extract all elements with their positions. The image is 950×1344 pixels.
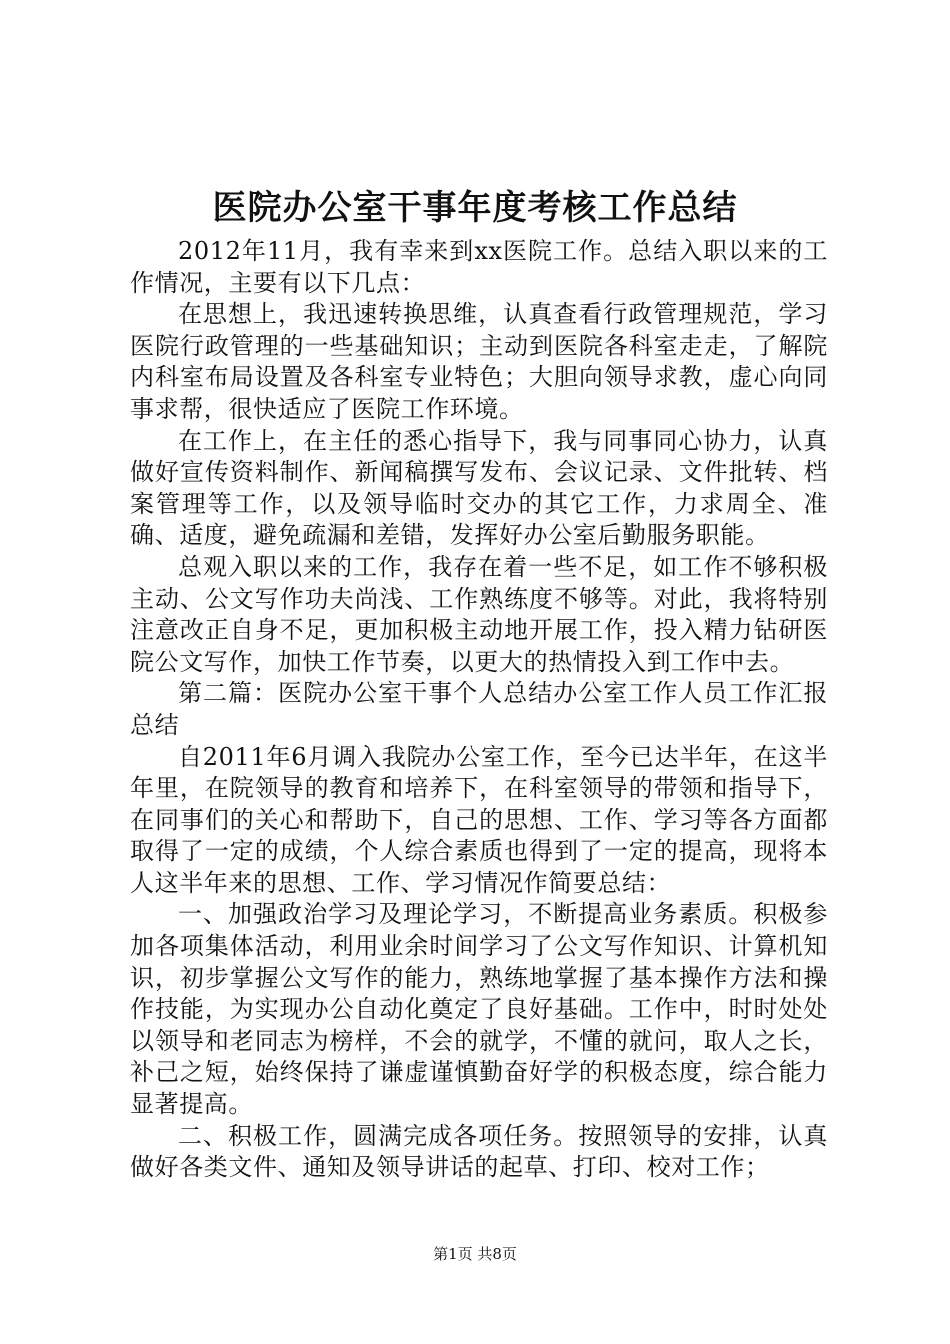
paragraph: 二、积极工作，圆满完成各项任务。按照领导的安排，认真做好各类文件、通知及领导讲话的起草、打印、校对工作；	[130, 1121, 828, 1182]
section-heading: 第二篇：医院办公室干事个人总结办公室工作人员工作汇报总结	[130, 679, 828, 739]
document-body	[130, 236, 828, 1184]
paragraph: 在工作上，在主任的悉心指导下，我与同事同心协力，认真做好宣传资料制作、新闻稿撰写发布、会议记录、文件批转、档案管理等工作，以及领导临时交办的其它工作，力求周全、准确、适度，避免疏漏和差错，发挥好办公室后勤服务职能。	[130, 426, 828, 550]
paragraph: 2012年11月，我有幸来到xx医院工作。总结入职以来的工作情况，主要有以下几点：	[130, 237, 828, 297]
page-footer: 第1页 共8页	[433, 1245, 517, 1263]
paragraph: 总观入职以来的工作，我存在着一些不足，如工作不够积极主动、公文写作功夫尚浅、工作熟练度不够等。对此，我将特别注意改正自身不足，更加积极主动地开展工作，投入精力钻研医院公文写作，加快工作节奏，以更大的热情投入到工作中去。	[130, 552, 828, 676]
paragraph: 在思想上，我迅速转换思维，认真查看行政管理规范，学习医院行政管理的一些基础知识；主动到医院各科室走走，了解院内科室布局设置及各科室专业特色；大胆向领导求教，虚心向同事求帮，很快适应了医院工作环境。	[130, 300, 828, 423]
paragraph: 一、加强政治学习及理论学习，不断提高业务素质。积极参加各项集体活动，利用业余时间学习了公文写作知识、计算机知识，初步掌握公文写作的能力，熟练地掌握了基本操作方法和操作技能，为实现办公自动化奠定了良好基础。工作中，时时处处以领导和老同志为榜样，不会的就学，不懂的就问，取人之长，补己之短，始终保持了谦虚谨慎勤奋好学的积极态度，综合能力显著提高。	[130, 900, 828, 1119]
paragraph: 自2011年6月调入我院办公室工作，至今已达半年，在这半年里，在院领导的教育和培养下，在科室领导的带领和指导下，在同事们的关心和帮助下，自己的思想、工作、学习等各方面都取得了一定的成绩，个人综合素质也得到了一定的提高，现将本人这半年来的思想、工作、学习情况作简要总结：	[130, 742, 828, 897]
document-title: 医院办公室干事年度考核工作总结	[212, 188, 738, 228]
